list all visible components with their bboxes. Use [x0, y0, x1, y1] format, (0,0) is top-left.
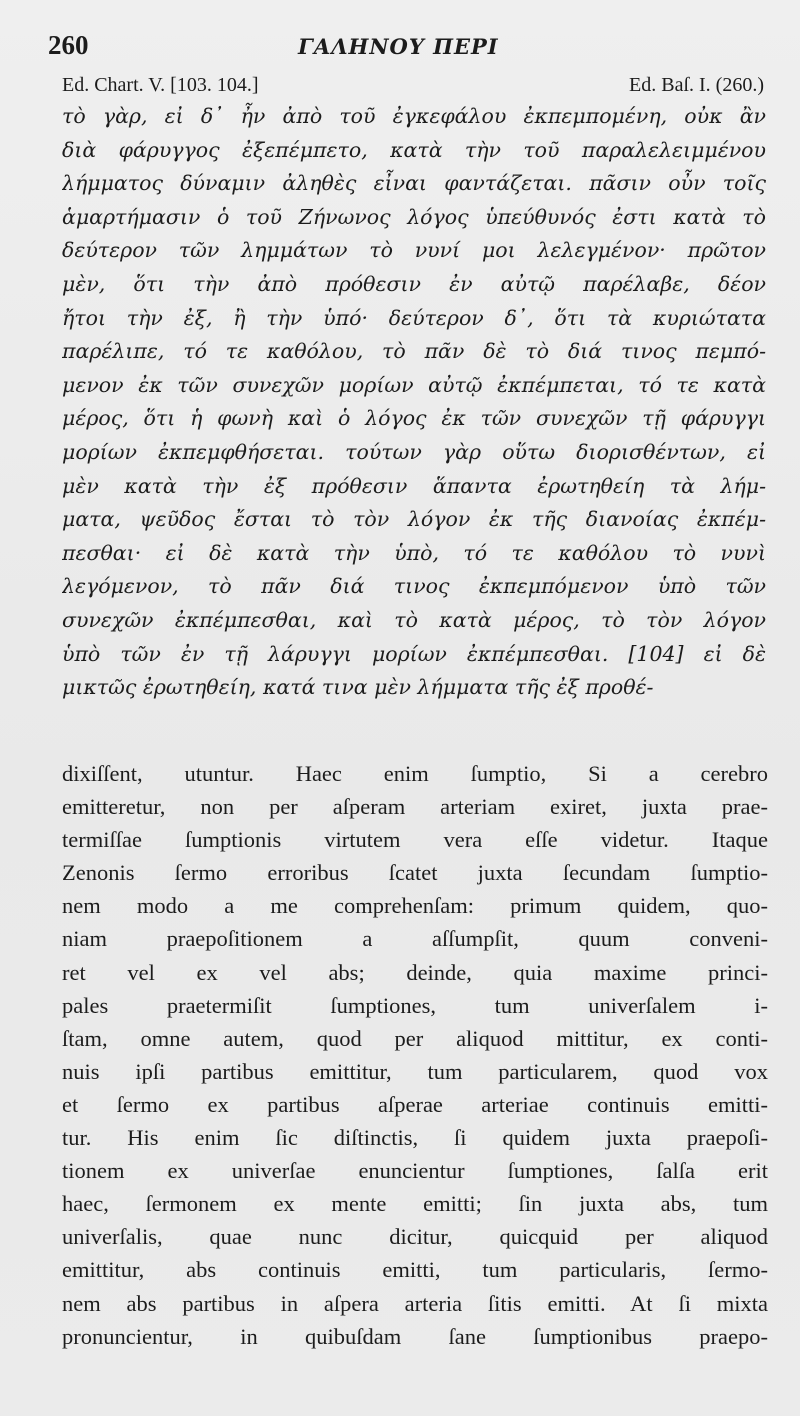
latin-text-line: dixiſſent, utuntur. Haec enim ſumptio, Si a cerebro [62, 761, 768, 786]
latin-text-line: ret vel ex vel abs; deinde, quia maxime princi- [62, 959, 768, 985]
greek-text-line: ἤτοι τὴν ἐξ, ἢ τὴν ὑπό· δεύτερον δ᾽, ὅτι τὰ κυριώτατα [62, 305, 766, 330]
latin-text-line: nem modo a me comprehenſam: primum quidem, quo- [62, 893, 768, 919]
greek-text-line: πεσθαι· εἰ δὲ κατὰ τὴν ὑπὸ, τό τε καθόλου τὸ νυνὶ [62, 540, 766, 565]
greek-text-line: δεύτερον τῶν λημμάτων τὸ νυνί μοι λελεγμένον· πρῶτον [62, 238, 766, 263]
greek-text-line: λεγόμενον, τὸ πᾶν διά τινος ἐκπεμπόμενον ὑπὸ τῶν [62, 574, 766, 599]
greek-text-line: μορίων ἐκπεμφθήσεται. τούτων γὰρ οὕτω διορισθέντων, εἰ [62, 439, 766, 464]
edition-reference-right: Ed. Baſ. I. (260.) [629, 74, 764, 96]
greek-text-line: μὲν, ὅτι τὴν ἀπὸ πρόθεσιν ἐν αὐτῷ παρέλαβε, δέον [62, 271, 766, 296]
latin-text-line: nem abs partibus in aſpera arteria ſitis emitti. At ſi mixta [62, 1290, 768, 1316]
latin-text-line: pales praetermiſit ſumptiones, tum univerſalem i- [62, 992, 768, 1018]
latin-text-line: niam praepoſitionem a aſſumpſit, quum conveni- [62, 926, 768, 952]
latin-text-line: et ſermo ex partibus aſperae arteriae continuis emitti- [62, 1091, 768, 1117]
latin-text-line: tionem ex univerſae enuncientur ſumptiones, ſalſa erit [62, 1158, 768, 1184]
greek-text-line: συνεχῶν ἐκπέμπεσθαι, καὶ τὸ κατὰ μέρος, τὸ τὸν λόγον [62, 607, 766, 632]
latin-text-line: haec, ſermonem ex mente emitti; ſin juxta abs, tum [62, 1191, 768, 1217]
greek-text-line: μενον ἐκ τῶν συνεχῶν μορίων αὐτῷ ἐκπέμπεται, τό τε κατὰ [62, 372, 766, 397]
greek-text-line: τὸ γὰρ, εἰ δ᾽ ἦν ἀπὸ τοῦ ἐγκεφάλου ἐκπεμπομένη, οὐκ ἂν [62, 104, 766, 128]
latin-text-line: Zenonis ſermo erroribus ſcatet juxta ſecundam ſumptio- [62, 860, 768, 886]
latin-text-line: tur. His enim ſic diſtinctis, ſi quidem juxta praepoſi- [62, 1125, 768, 1151]
latin-text-line: nuis ipſi partibus emittitur, tum particularem, quod vox [62, 1058, 768, 1084]
page-number: 260 [48, 30, 89, 60]
greek-text-line: ὑπὸ τῶν ἐν τῇ λάρυγγι μορίων ἐκπέμπεσθαι. [104] εἰ δὲ [62, 641, 766, 666]
latin-text-line: ſtam, omne autem, quod per aliquod mittitur, ex conti- [62, 1025, 768, 1051]
greek-text-line: μικτῶς ἐρωτηθείη, κατά τινα μὲν λήμματα τῆς ἐξ προθέ- [62, 675, 654, 700]
greek-text-line: μέρος, ὅτι ἡ φωνὴ καὶ ὁ λόγος ἐκ τῶν συνεχῶν τῇ φάρυγγι [62, 406, 766, 431]
greek-text-line: λήμματος δύναμιν ἀληθὲς εἶναι φαντάζεται. πᾶσιν οὖν τοῖς [62, 171, 766, 196]
greek-text-line: παρέλιπε, τό τε καθόλου, τὸ πᾶν δὲ τὸ διά τινος πεμπό- [62, 339, 766, 364]
page-header [48, 30, 764, 64]
latin-text-line: emitteretur, non per aſperam arteriam exiret, juxta prae- [62, 794, 768, 820]
latin-text-line: univerſalis, quae nunc dicitur, quicquid per aliquod [62, 1224, 768, 1250]
latin-text-line: emittitur, abs continuis emitti, tum particularis, ſermo- [62, 1257, 768, 1283]
greek-text-line: διὰ φάρυγγος ἐξεπέμπετο, κατὰ τὴν τοῦ παραλελειμμένου [62, 137, 766, 162]
edition-reference-left: Ed. Chart. V. [103. 104.] [62, 74, 259, 96]
greek-text-line: ἁμαρτήμασιν ὁ τοῦ Ζήνωνος λόγος ὑπεύθυνός ἐστι κατὰ τὸ [62, 204, 766, 229]
edition-references [62, 74, 764, 98]
greek-text-line: ματα, ψεῦδος ἔσται τὸ τὸν λόγον ἐκ τῆς διανοίας ἐκπέμ- [62, 507, 766, 532]
latin-text-line: pronuncientur, in quibuſdam ſane ſumptionibus praepo- [62, 1323, 768, 1349]
latin-text-line: termiſſae ſumptionis virtutem vera eſſe videtur. Itaque [62, 827, 768, 853]
greek-text-block [62, 100, 766, 705]
greek-text-line: μὲν κατὰ τὴν ἐξ πρόθεσιν ἅπαντα ἐρωτηθείη τὰ λήμ- [62, 473, 766, 498]
running-title: ΓΑΛΗΝΟΥ ΠΕΡΙ [298, 34, 499, 59]
latin-text-block [62, 757, 768, 1353]
